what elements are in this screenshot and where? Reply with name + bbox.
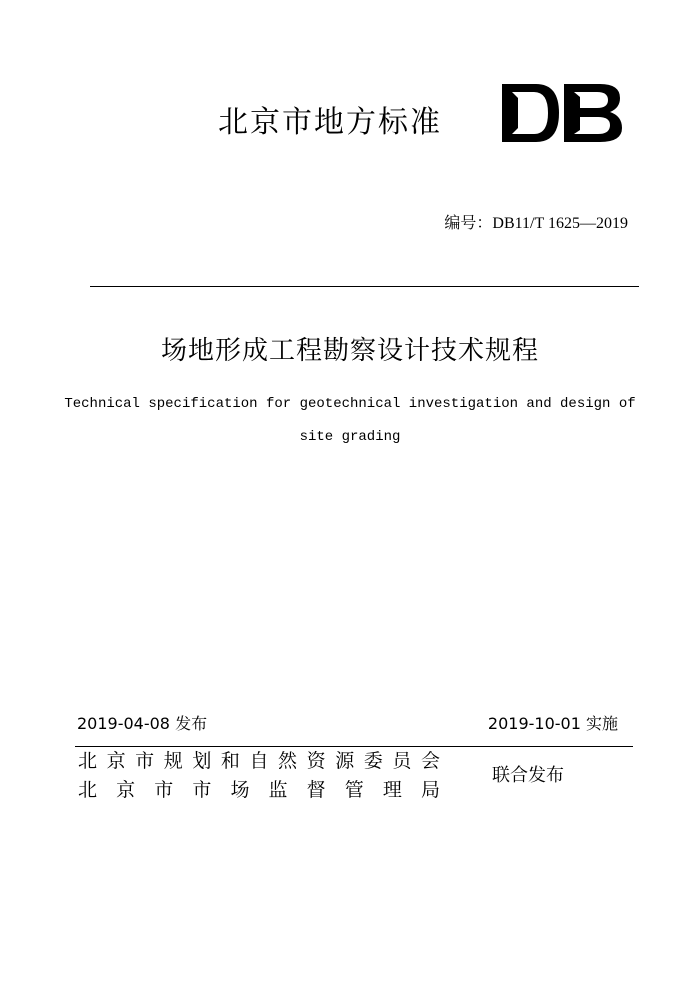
agency-1-char: 市	[135, 750, 155, 772]
agency-1-char: 划	[192, 750, 212, 772]
standard-number: 编号：DB11/T 1625—2019	[444, 215, 628, 232]
agency-1-char: 北	[78, 750, 98, 772]
agency-1-char: 自	[249, 750, 269, 772]
db-standard-logo-icon	[496, 78, 626, 148]
agency-2-char: 场	[230, 779, 250, 801]
agency-2-char: 监	[268, 779, 288, 801]
agency-2-char: 管	[344, 779, 364, 801]
title-chinese: 场地形成工程勘察设计技术规程	[160, 336, 539, 366]
issuing-agency-1	[78, 752, 440, 771]
agency-1-char: 会	[420, 750, 440, 772]
agency-1-char: 然	[278, 750, 298, 772]
title-english-line-2: site grading	[299, 429, 401, 445]
agency-2-char: 京	[116, 779, 136, 801]
bottom-divider	[75, 746, 633, 747]
agency-2-char: 局	[420, 779, 440, 801]
implementation-date: 2019-10-01 实施	[487, 714, 618, 733]
agency-2-char: 督	[306, 779, 326, 801]
agency-2-char: 理	[382, 779, 402, 801]
agency-1-char: 和	[220, 750, 240, 772]
agency-2-char: 市	[192, 779, 212, 801]
agency-1-char: 规	[163, 750, 183, 772]
issue-date: 2019-04-08 发布	[77, 714, 208, 733]
agency-1-char: 源	[335, 750, 355, 772]
agency-1-char: 资	[306, 750, 326, 772]
issuing-agency-2	[78, 781, 440, 800]
joint-release-label: 联合发布	[492, 765, 564, 786]
agency-2-char: 市	[154, 779, 174, 801]
agency-1-char: 京	[106, 750, 126, 772]
top-divider	[90, 286, 639, 287]
title-english-line-1: Technical specification for geotechnical investigation and design of	[64, 396, 636, 412]
agency-2-char: 北	[78, 779, 98, 801]
agency-1-char: 委	[363, 750, 383, 772]
issuer-title: 北京市地方标准	[218, 105, 442, 140]
agency-1-char: 员	[392, 750, 412, 772]
